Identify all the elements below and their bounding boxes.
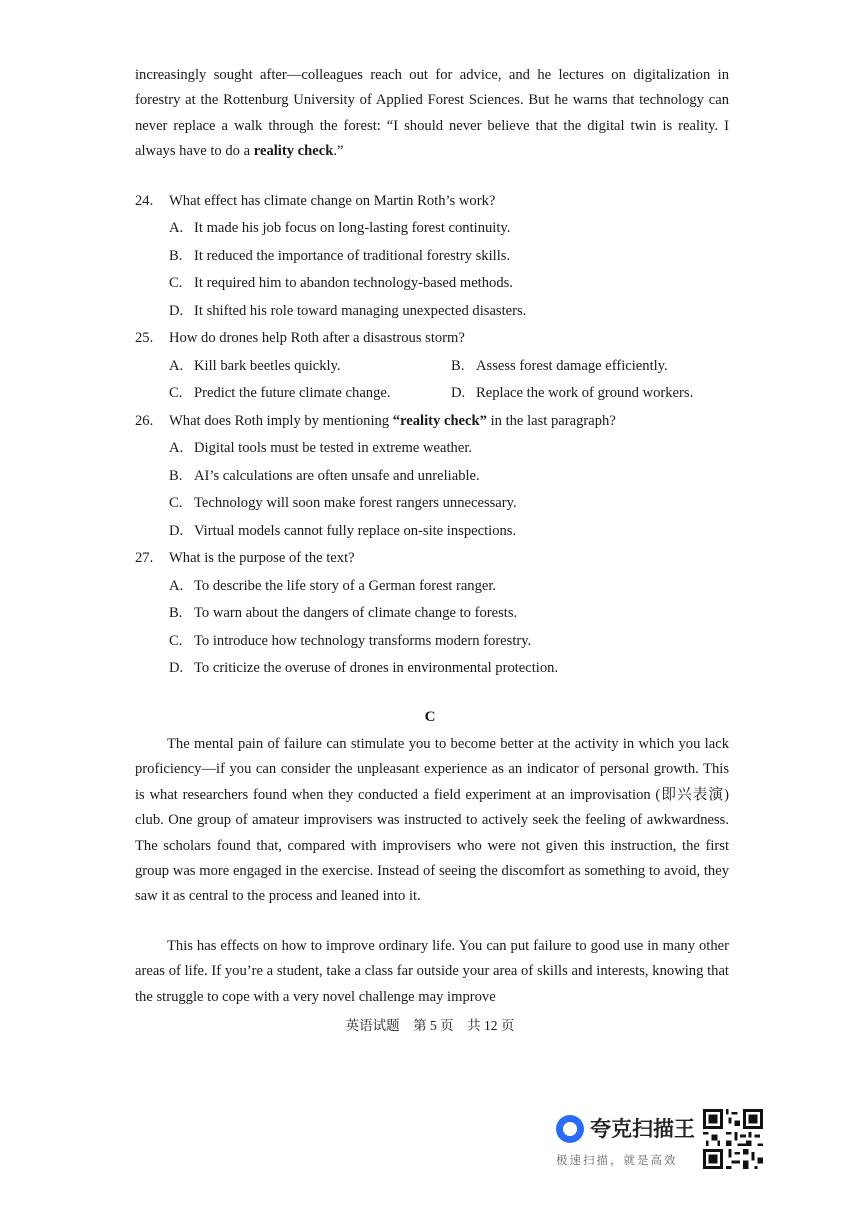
- option-25-d[interactable]: D. Replace the work of ground workers.: [451, 385, 694, 401]
- option-25-a[interactable]: A. Kill bark beetles quickly.: [169, 358, 341, 374]
- scanner-logo-icon: [556, 1115, 584, 1143]
- scanner-app-name: 夸克扫描王: [590, 1117, 695, 1141]
- section-c-title: C: [424, 709, 436, 725]
- qr-code-icon: [703, 1109, 763, 1169]
- option-24-c[interactable]: C. It required him to abandon technology-based methods.: [169, 275, 513, 291]
- section-c-paragraph-2: This has effects on how to improve ordinary life. You can put failure to good use in many other areas of life. If you’re a student, take a class far outside your area of skills and interests, knowing that the struggle to cope with a very novel challenge may improve: [135, 938, 729, 1005]
- question-number: 25.: [135, 330, 154, 346]
- question-text: What does Roth imply by mentioning: [169, 413, 393, 429]
- option-26-d[interactable]: D. Virtual models cannot fully replace on-site inspections.: [169, 523, 517, 539]
- scanner-watermark: [556, 1113, 704, 1171]
- option-27-a[interactable]: A. To describe the life story of a German forest ranger.: [169, 578, 497, 594]
- passage-b-ending: increasingly sought after—colleagues reach out for advice, and he lectures on digitalization in forestry at the Rottenburg University of Applied Forest Sciences. But he warns that technology can never replace a walk through the forest: “I should never believe that the digital twin is reality. I always have to do a reality check.”: [135, 67, 729, 160]
- scanner-slogan: 极速扫描，就是高效: [556, 1153, 678, 1167]
- option-26-b[interactable]: B. AI’s calculations are often unsafe and unreliable.: [169, 468, 480, 484]
- option-26-a[interactable]: A. Digital tools must be tested in extreme weather.: [169, 440, 473, 456]
- option-27-d[interactable]: D. To criticize the overuse of drones in environmental protection.: [169, 660, 559, 676]
- question-text: What effect has climate change on Martin Roth’s work?: [169, 193, 496, 209]
- question-text: What is the purpose of the text?: [169, 550, 355, 566]
- question-27: [135, 548, 355, 568]
- question-number: 24.: [135, 193, 154, 209]
- question-text: How do drones help Roth after a disastrous storm?: [169, 330, 465, 346]
- question-text-bold: “reality check”: [392, 413, 487, 429]
- option-26-c[interactable]: C. Technology will soon make forest rangers unnecessary.: [169, 495, 517, 511]
- question-25: [135, 328, 465, 348]
- reality-check-bold: reality check: [253, 143, 334, 160]
- question-26: 26. What does Roth imply by mentioning “reality check” in the last paragraph?: [135, 413, 616, 429]
- option-27-b[interactable]: B. To warn about the dangers of climate change to forests.: [169, 605, 518, 621]
- option-24-d[interactable]: D. It shifted his role toward managing unexpected disasters.: [169, 303, 527, 319]
- question-number: 26.: [135, 413, 154, 429]
- option-25-c[interactable]: C. Predict the future climate change.: [169, 385, 391, 401]
- option-25-b[interactable]: B. Assess forest damage efficiently.: [451, 358, 668, 374]
- question-24: [135, 191, 495, 211]
- option-24-b[interactable]: B. It reduced the importance of traditional forestry skills.: [169, 248, 511, 264]
- option-24-a[interactable]: A. It made his job focus on long-lasting forest continuity.: [169, 220, 511, 236]
- section-c-paragraph-1: The mental pain of failure can stimulate you to become better at the activity in which you lack proficiency—if you can consider the unpleasant experience as an indicator of personal growth. This is what researchers found when they conducted a field experiment at an improvisation (即兴表演) club. One group of amateur improvisers was instructed to actively seek the feeling of awkwardness. The scholars found that, compared with improvisers who were not given this instruction, the first group was more engaged in the exercise. Instead of seeing the discomfort as something to avoid, they saw it as central to the process and leaned into it.: [135, 736, 729, 905]
- option-27-c[interactable]: C. To introduce how technology transforms modern forestry.: [169, 633, 532, 649]
- page-footer: 英语试题 第 5 页 共 12 页: [345, 1018, 515, 1033]
- question-number: 27.: [135, 550, 154, 566]
